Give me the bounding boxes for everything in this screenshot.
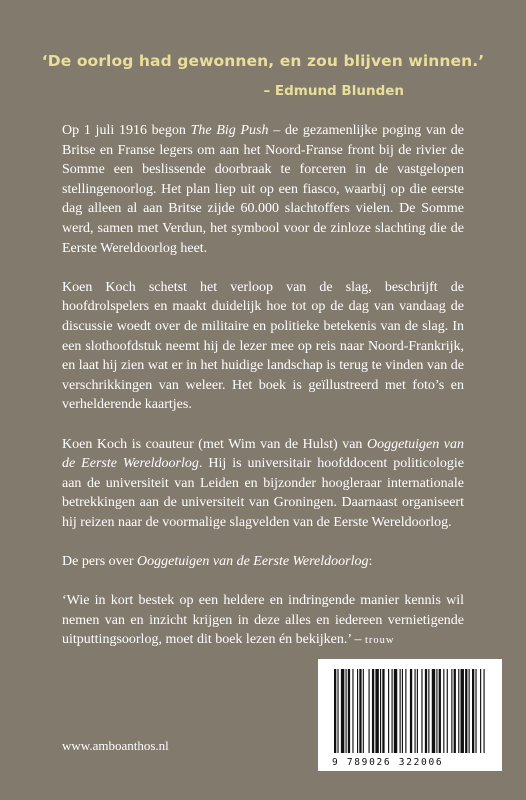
p3-text-before: Koen Koch is coauteur (met Wim van de Hulst) van xyxy=(62,436,367,452)
blurb-paragraph-1 xyxy=(62,121,464,258)
p1-book-title: The Big Push xyxy=(190,123,269,138)
barcode-bars xyxy=(332,669,492,755)
publisher-website: www.amboanthos.nl xyxy=(62,738,169,753)
review-text: ‘Wie in kort bestek op een heldere en indringende manier kennis wil nemen van en inzicht krijgen in deze alles en iedereen vernietigende uitputtingsoorlog, moet dit boek lezen én bekijken.’ – xyxy=(62,593,464,648)
pers-book-title: Ooggetuigen van de Eerste Wereldoorlog xyxy=(137,554,369,570)
blurb-paragraph-2: Koen Koch schetst het verloop van de slag, beschrijft de hoofdrolspelers en maakt duidelijk hoe tot op de dag van vandaag de discussie woedt over de militaire en politieke betekenis van de slag. In een slothoofdstuk neemt hij de lezer mee op reis naar Noord-Frankrijk, en laat hij zien wat er in het huidige landschap is terug te vinden van de verschrikkingen van weleer. Het boek is geïllustreerd met foto’s en verhelderende kaartjes. xyxy=(62,279,464,413)
press-heading xyxy=(62,552,464,572)
p3-text-after: . Hij is universitair hoofddocent politicologie aan de universiteit van Leiden en bijzonder hoogleraar internationale betrekkingen aan de universiteit van Groningen. Daarnaast organiseert hij reizen naar de voormalige slagvelden van de Eerste Wereldoorlog. xyxy=(62,456,464,530)
pers-after: : xyxy=(368,554,373,570)
author-bio xyxy=(62,435,464,533)
p1-text-before: Op 1 juli 1916 begon xyxy=(62,123,191,138)
p1-text-after: – de gezamenlijke poging van de Britse en Franse legers om aan het Noord-Franse front bij de rivier de Somme een beslissende doorbraak te forceren in de vastgelopen stellingenoorlog. Het plan liep uit op een fiasco, waarbij op die eerste dag alleen al aan Britse zijde 60.000 slachtoffers vielen. De Somme werd, samen met Verdun, het symbool voor de zinloze slachting die de Eerste Wereldoorlog heet. xyxy=(62,123,464,256)
pers-before: De pers over xyxy=(62,554,138,570)
isbn-barcode xyxy=(318,659,502,771)
quote-author: – Edmund Blunden xyxy=(263,83,404,99)
isbn-digits: 9 789026 322006 xyxy=(332,757,444,768)
press-review xyxy=(62,591,464,651)
review-source: trouw xyxy=(365,635,395,647)
back-cover-quote: ‘De oorlog had gewonnen, en zou blijven winnen.’ xyxy=(41,52,485,70)
p3-book-title: Ooggetuigen van de Eerste Wereldoorlog xyxy=(62,436,465,472)
blurb xyxy=(62,121,464,671)
